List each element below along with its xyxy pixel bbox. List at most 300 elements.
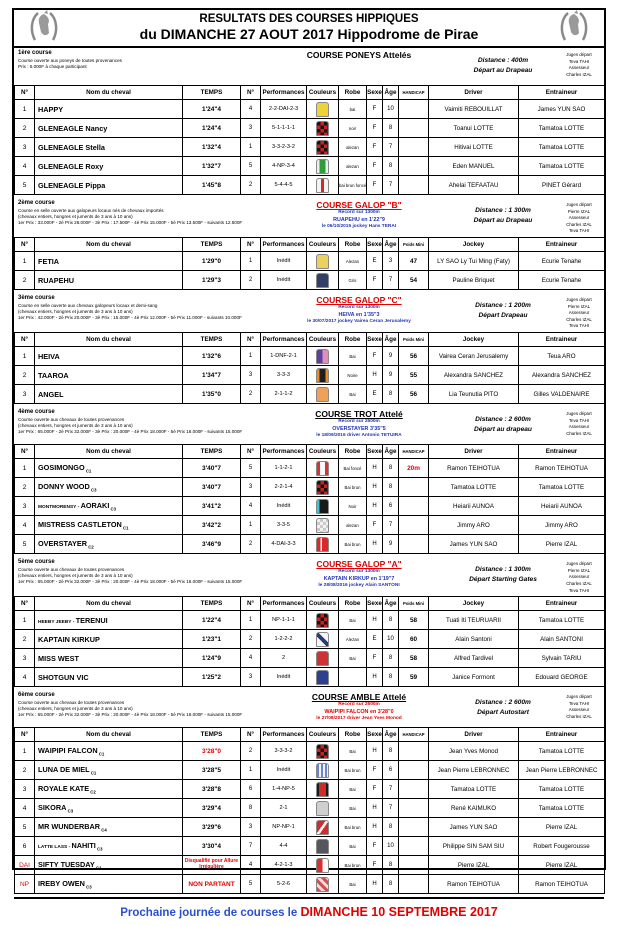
robe-cell: Bai: [339, 799, 367, 818]
column-header: Performances: [261, 597, 307, 611]
colors-cell: [307, 649, 339, 668]
colors-cell: [307, 856, 339, 875]
horse-name-cell: [35, 761, 183, 780]
sexe-cell: F: [367, 516, 383, 535]
jersey-icon: [316, 159, 329, 174]
course-desc: [18, 295, 268, 321]
sexe-cell: H: [367, 497, 383, 516]
sexe-cell: H: [367, 799, 383, 818]
start-number-cell: 1: [241, 611, 261, 630]
column-header: Performances: [261, 333, 307, 347]
robe-cell: Bai: [339, 611, 367, 630]
age-cell: 10: [383, 100, 399, 119]
course-desc: [18, 50, 268, 70]
course-officials: [556, 409, 602, 437]
horse-row: [15, 856, 605, 875]
horse-name: RUAPEHU: [38, 275, 75, 285]
sexe-cell: E: [367, 252, 383, 271]
official-line: Charles IZAL: [566, 316, 592, 322]
trainer-cell: Pierre IZAL: [519, 856, 605, 875]
course-desc: [18, 409, 268, 435]
start-number-cell: 2: [241, 535, 261, 554]
driver-cell: Pauline Briquet: [429, 271, 519, 290]
course-desc-line: Course en selle ouverte aux chevaux galopeurs locaux et demi-sang: [18, 302, 158, 308]
column-header: TEMPS: [183, 238, 241, 252]
column-header: Entraineur: [519, 333, 605, 347]
course-desc-line: Course ouverte aux chevaux de toutes provenances: [18, 416, 125, 422]
record-line: Record sur 1300m: [338, 305, 380, 311]
time-cell: 1'23"1: [183, 630, 241, 649]
column-header: TEMPS: [183, 597, 241, 611]
official-line: Teva TAHI: [568, 228, 590, 234]
jersey-icon: [316, 670, 329, 685]
horse-name: LUNA DE MIEL: [38, 764, 90, 774]
trainer-cell: Ramon TEIHOTUA: [519, 459, 605, 478]
position-cell: 5: [15, 535, 35, 554]
position-cell: DAI: [15, 856, 35, 875]
jersey-icon: [316, 632, 329, 647]
page-title-line1: RESULTATS DES COURSES HIPPIQUES: [199, 13, 419, 26]
column-header: Entraineur: [519, 597, 605, 611]
weight-cell: 56: [399, 347, 429, 366]
position-cell: 5: [15, 176, 35, 195]
horse-name-sub: C1: [94, 865, 102, 871]
robe-cell: Alezan: [339, 252, 367, 271]
position-cell: 3: [15, 649, 35, 668]
record-line: Record sur 1300m: [338, 210, 380, 216]
results-table: [14, 444, 605, 554]
trainer-cell: Pierre IZAL: [519, 818, 605, 837]
column-header: TEMPS: [183, 86, 241, 100]
weight-cell: 59: [399, 668, 429, 687]
position-cell: 2: [15, 478, 35, 497]
performances-cell: Inédit: [261, 271, 307, 290]
column-header: TEMPS: [183, 445, 241, 459]
colors-cell: [307, 668, 339, 687]
horse-name-prefix: LATTE LASS -: [38, 844, 72, 850]
horse-name: IREBY OWEN: [38, 878, 85, 888]
start-number-cell: 6: [241, 780, 261, 799]
horse-name: SIFTY TUESDAY: [38, 859, 95, 869]
column-header: Couleurs: [307, 445, 339, 459]
robe-cell: Bai: [339, 347, 367, 366]
performances-cell: 5-2-6: [261, 875, 307, 894]
horse-name-cell: [35, 649, 183, 668]
position-cell: 3: [15, 497, 35, 516]
column-header: N°: [15, 728, 35, 742]
start-number-cell: 4: [241, 649, 261, 668]
driver-cell: Alfred Tardivel: [429, 649, 519, 668]
weight-cell: [399, 818, 429, 837]
trainer-cell: James YUN SAO: [519, 100, 605, 119]
jersey-icon: [316, 651, 329, 666]
robe-cell: Bai brun: [339, 856, 367, 875]
course-desc-line: 5ème course: [18, 559, 55, 566]
horse-name: GLENEAGLE Nancy: [38, 123, 108, 133]
column-header: Nom du cheval: [35, 86, 183, 100]
horse-name: GLENEAGLE Pippa: [38, 180, 106, 190]
age-cell: 8: [383, 668, 399, 687]
jersey-icon: [316, 140, 329, 155]
course-desc-line: Course en selle ouverte aux galopeurs locaux nés de chevaux importés: [18, 207, 164, 213]
page-header: [14, 10, 604, 48]
course-record: [268, 305, 450, 325]
age-cell: 7: [383, 799, 399, 818]
horse-name-cell: [35, 385, 183, 404]
colors-cell: [307, 252, 339, 271]
official-line: Teva TAHI: [568, 58, 590, 64]
results-sheet: [12, 8, 606, 920]
footer-text: Prochaine journée de courses le: [120, 907, 301, 920]
weight-cell: [399, 478, 429, 497]
course-center: [268, 295, 450, 325]
official-line: Juges départ: [566, 411, 592, 417]
horse-name: NAHITI: [71, 840, 96, 850]
time-cell: 3'28"8: [183, 780, 241, 799]
time-cell: 1'45"8: [183, 176, 241, 195]
age-cell: 7: [383, 138, 399, 157]
column-header: N°: [15, 445, 35, 459]
official-line: Teva TAHI: [568, 417, 590, 423]
table-header-row: [15, 86, 605, 100]
horse-name-cell: [35, 799, 183, 818]
colors-cell: [307, 780, 339, 799]
horse-name-cell: [35, 459, 183, 478]
driver-cell: Philippe SIN SAM SIU: [429, 837, 519, 856]
horse-name: WAIPIPI FALCON: [38, 745, 98, 755]
start-number-cell: 2: [241, 630, 261, 649]
performances-cell: 1-4-NP-5: [261, 780, 307, 799]
page-title-line2: du DIMANCHE 27 AOUT 2017 Hippodrome de Pirae: [139, 26, 479, 43]
column-header: Performances: [261, 86, 307, 100]
course-start: Départ au drapeau: [474, 425, 532, 433]
trainer-cell: Tamatoa LOTTE: [519, 119, 605, 138]
horse-row: [15, 535, 605, 554]
sexe-cell: H: [367, 611, 383, 630]
course-officials: [556, 50, 602, 78]
column-header: Âge: [383, 728, 399, 742]
start-number-cell: 2: [241, 271, 261, 290]
weight-cell: [399, 837, 429, 856]
robe-cell: Bai brun: [339, 535, 367, 554]
column-header: Performances: [261, 728, 307, 742]
position-cell: 4: [15, 157, 35, 176]
course-desc-line: 2ème course: [18, 200, 55, 206]
performances-cell: 3-3-5: [261, 516, 307, 535]
position-cell: 3: [15, 780, 35, 799]
course-distance-block: [450, 200, 556, 226]
column-header: Driver: [429, 728, 519, 742]
trainer-cell: Ramon TEIHOTUA: [519, 875, 605, 894]
column-header: Performances: [261, 445, 307, 459]
record-line: HEIVA en 1'35"3: [338, 311, 380, 318]
course-title: COURSE TROT Attelé: [315, 409, 403, 420]
trainer-cell: Robert Fougerousse: [519, 837, 605, 856]
position-cell: 6: [15, 837, 35, 856]
sexe-cell: E: [367, 385, 383, 404]
position-cell: 2: [15, 119, 35, 138]
time-cell: 3'30"4: [183, 837, 241, 856]
horse-row: [15, 347, 605, 366]
weight-cell: [399, 780, 429, 799]
course-desc-line: 1er Prix : 33.000F - 2è Prix 28.000F - 3è Prix : 17.500F - 4è Prix 15.000F - 5è Prix 13.500F - suivants 12.500F: [18, 219, 243, 225]
trainer-cell: Pierre IZAL: [519, 535, 605, 554]
performances-cell: Inédit: [261, 761, 307, 780]
course-center: [268, 409, 450, 439]
column-header: Poids Mini: [399, 238, 429, 252]
trainer-cell: Tamatoa LOTTE: [519, 780, 605, 799]
sexe-cell: E: [367, 630, 383, 649]
column-header: Nom du cheval: [35, 597, 183, 611]
record-line: OVERSTAYER 3'35"5: [332, 425, 386, 432]
course-start: Départ au Drapeau: [473, 216, 533, 224]
horse-row: [15, 157, 605, 176]
trainer-cell: Edouard GEORGE: [519, 668, 605, 687]
performances-cell: 2-2-1-4: [261, 478, 307, 497]
sexe-cell: H: [367, 478, 383, 497]
official-line: Juges départ: [566, 561, 592, 567]
record-line: le 28/08/2016 jockey Alain SANTONI: [318, 583, 400, 589]
horse-name-cell: [35, 742, 183, 761]
course-record: [268, 210, 450, 230]
start-number-cell: 3: [241, 478, 261, 497]
column-header: N°: [15, 86, 35, 100]
sexe-cell: H: [367, 742, 383, 761]
column-header: Couleurs: [307, 86, 339, 100]
weight-cell: [399, 157, 429, 176]
horse-row: [15, 516, 605, 535]
horse-name-cell: [35, 856, 183, 875]
colors-cell: [307, 761, 339, 780]
age-cell: 8: [383, 385, 399, 404]
column-header: N°: [15, 238, 35, 252]
colors-cell: [307, 818, 339, 837]
jersey-icon: [316, 461, 329, 476]
horse-name-prefix: HEEBY JEEBY -: [38, 619, 76, 625]
time-cell: 1'34"7: [183, 366, 241, 385]
horse-row: [15, 366, 605, 385]
colors-cell: [307, 875, 339, 894]
course-distance: Distance : 2 600m: [475, 416, 531, 424]
performances-cell: 1-1-2-1: [261, 459, 307, 478]
column-header: Jockey: [429, 597, 519, 611]
horse-row: [15, 818, 605, 837]
robe-cell: Noir: [339, 497, 367, 516]
course-desc-line: 1er Prix : 42.000F - 2è Prix 20.000F - 3è Prix : 15.000F - 4è Prix 12.000F - 5è Prix 11.000F - suivants 10.000F: [18, 314, 242, 320]
robe-cell: Bai: [339, 649, 367, 668]
age-cell: 8: [383, 478, 399, 497]
course-center: [268, 200, 450, 230]
course-desc: [18, 200, 268, 226]
sexe-cell: F: [367, 856, 383, 875]
weight-cell: 55: [399, 366, 429, 385]
horse-name: OVERSTAYER: [38, 538, 88, 548]
column-header: Poids Mini: [399, 333, 429, 347]
horse-name-cell: [35, 837, 183, 856]
robe-cell: Bai brun: [339, 818, 367, 837]
horse-name: HEIVA: [38, 351, 60, 361]
course-section: [14, 407, 604, 554]
column-header: Sexe: [367, 728, 383, 742]
performances-cell: 3-3-3: [261, 366, 307, 385]
robe-cell: Bai: [339, 780, 367, 799]
course-desc-line: Course ouverte aux chevaux de toutes provenances: [18, 699, 125, 705]
horse-name: MR WUNDERBAR: [38, 821, 101, 831]
weight-cell: [399, 856, 429, 875]
start-number-cell: 1: [241, 761, 261, 780]
start-number-cell: 5: [241, 157, 261, 176]
column-header: Âge: [383, 333, 399, 347]
results-table: [14, 596, 605, 687]
record-line: le 27/08/2017 driver Jean Yves Monod: [316, 716, 402, 722]
horse-row: [15, 668, 605, 687]
jersey-icon: [316, 858, 329, 873]
column-header: Couleurs: [307, 333, 339, 347]
horse-name: SHOTGUN VIC: [38, 672, 89, 682]
time-cell: 1'32"6: [183, 347, 241, 366]
time-cell: 3'29"6: [183, 818, 241, 837]
driver-cell: Pierre IZAL: [429, 856, 519, 875]
horse-name: GLENEAGLE Stella: [38, 142, 105, 152]
column-header: Jockey: [429, 238, 519, 252]
column-header: Nom du cheval: [35, 238, 183, 252]
horse-row: [15, 761, 605, 780]
start-number-cell: 4: [241, 856, 261, 875]
trainer-cell: Heiarii AUNOA: [519, 497, 605, 516]
column-header: Poids Mini: [399, 597, 429, 611]
column-header: Couleurs: [307, 728, 339, 742]
horse-name: HAPPY: [38, 104, 64, 114]
record-line: Record sur 2600m: [338, 419, 380, 425]
robe-cell: alezan: [339, 516, 367, 535]
course-center: [268, 50, 450, 60]
trainer-cell: Tamatoa LOTTE: [519, 742, 605, 761]
course-info: [14, 557, 604, 595]
time-cell: 3'28"5: [183, 761, 241, 780]
horse-name-prefix: MONTMORENSY -: [38, 504, 81, 510]
weight-cell: 54: [399, 271, 429, 290]
horse-row: [15, 837, 605, 856]
course-title: COURSE GALOP "B": [316, 200, 402, 210]
horse-name-cell: [35, 535, 183, 554]
course-center: [268, 692, 450, 722]
time-cell: 1'24"4: [183, 100, 241, 119]
weight-cell: [399, 100, 429, 119]
age-cell: 8: [383, 157, 399, 176]
horse-row: [15, 119, 605, 138]
robe-cell: alezan: [339, 138, 367, 157]
colors-cell: [307, 799, 339, 818]
trainer-cell: Tamatoa LOTTE: [519, 157, 605, 176]
course-title: COURSE GALOP "A": [316, 559, 402, 570]
official-line: Charles IZAL: [566, 221, 592, 227]
jersey-icon: [316, 782, 329, 797]
driver-cell: Tamatoa LOTTE: [429, 478, 519, 497]
course-start: Départ Autostart: [477, 709, 529, 717]
official-line: Pierre IZAL: [567, 567, 591, 573]
official-line: Charles IZAL: [566, 580, 592, 586]
course-distance: Distance : 1 200m: [475, 302, 531, 310]
horse-name-sub: C4: [100, 827, 107, 833]
course-desc-line: Course ouverte aux poneys de toutes provenances: [18, 57, 122, 63]
age-cell: 9: [383, 347, 399, 366]
horse-row: [15, 100, 605, 119]
official-line: Pierre IZAL: [567, 208, 591, 214]
age-cell: 10: [383, 630, 399, 649]
official-line: Juges départ: [566, 297, 592, 303]
course-title: COURSE PONEYS Attelés: [306, 50, 412, 60]
table-header-row: [15, 728, 605, 742]
robe-cell: Gris: [339, 271, 367, 290]
position-cell: 5: [15, 818, 35, 837]
performances-cell: 3-3-2-3-2: [261, 138, 307, 157]
position-cell: 1: [15, 252, 35, 271]
position-cell: 2: [15, 630, 35, 649]
driver-cell: Jean Yves Monod: [429, 742, 519, 761]
horse-name-cell: [35, 780, 183, 799]
age-cell: 8: [383, 459, 399, 478]
start-number-cell: 3: [241, 366, 261, 385]
course-section: [14, 690, 604, 894]
horse-name-cell: [35, 516, 183, 535]
column-header: Âge: [383, 445, 399, 459]
colors-cell: [307, 611, 339, 630]
jersey-icon: [316, 744, 329, 759]
driver-cell: Alexandra SANCHEZ: [429, 366, 519, 385]
time-cell: 1'24"9: [183, 649, 241, 668]
results-table: [14, 237, 605, 290]
official-line: Assesseur: [568, 424, 590, 430]
column-header: Robe: [339, 597, 367, 611]
column-header: Robe: [339, 238, 367, 252]
performances-cell: 5-4-4-5: [261, 176, 307, 195]
course-distance: Distance : 1 300m: [475, 207, 531, 214]
column-header: TEMPS: [183, 728, 241, 742]
course-desc-line: 1er Prix : 65.000F - 2è Prix 32.000F - 3è Prix : 20.000F - 4è Prix 18.000F - 5è Prix 16.000F - suivants 15.000F: [18, 578, 243, 584]
horse-row: [15, 611, 605, 630]
performances-cell: 2-1-1-2: [261, 385, 307, 404]
column-header: Driver: [429, 86, 519, 100]
sexe-cell: H: [367, 875, 383, 894]
course-desc: [18, 692, 268, 718]
horse-name-cell: [35, 875, 183, 894]
course-info: [14, 293, 604, 331]
column-header: Sexe: [367, 86, 383, 100]
horse-name: GOSIMONGO: [38, 462, 85, 472]
performances-cell: 2-2-DAI-2-3: [261, 100, 307, 119]
performances-cell: 2: [261, 649, 307, 668]
jersey-icon: [316, 499, 329, 514]
driver-cell: Tuati Iti TEURUARII: [429, 611, 519, 630]
weight-cell: 20m: [399, 459, 429, 478]
official-line: Assesseur: [568, 310, 590, 316]
column-header: N°: [241, 728, 261, 742]
column-header: Sexe: [367, 597, 383, 611]
age-cell: 8: [383, 119, 399, 138]
page-title: [74, 12, 544, 44]
horse-name-sub: C3: [84, 884, 92, 890]
course-officials: [556, 692, 602, 720]
driver-cell: Lia Teunutia PITO: [429, 385, 519, 404]
horse-name-cell: [35, 252, 183, 271]
course-record: [268, 419, 450, 439]
column-header: Entraineur: [519, 238, 605, 252]
course-desc-line: (chevaux entiers, hongres et juments de 3 ans à 10 ans): [18, 422, 133, 428]
age-cell: 9: [383, 366, 399, 385]
horse-name: KAPTAIN KIRKUP: [38, 634, 100, 644]
start-number-cell: 4: [241, 100, 261, 119]
course-distance: Distance : 400m: [477, 57, 529, 64]
